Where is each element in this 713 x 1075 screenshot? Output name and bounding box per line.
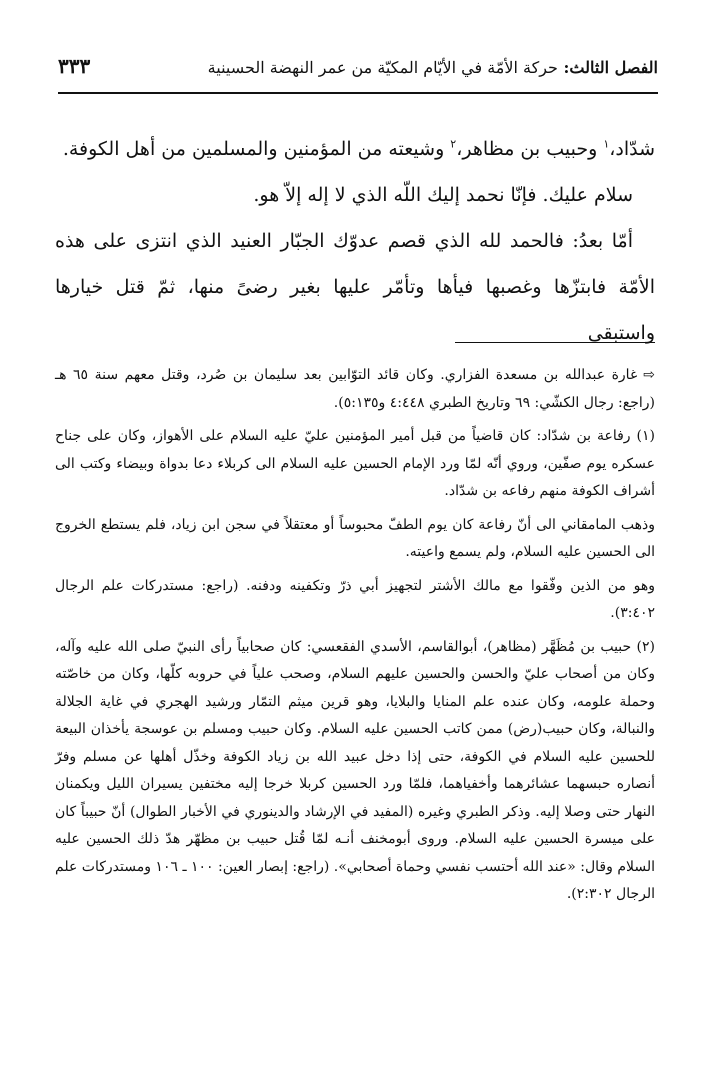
body-paragraph-1 — [55, 126, 655, 172]
footnote-continuation — [55, 362, 655, 417]
running-title — [208, 58, 658, 77]
body-paragraph-2: سلام عليك. فإنّا نحمد إليك اللّه الذي لا إله إلاّ هو. — [253, 184, 633, 206]
chapter-label: الفصل الثالث: — [563, 58, 658, 77]
footnote-marker-1[interactable]: ١ — [603, 137, 610, 151]
main-body — [55, 126, 655, 356]
page-header — [58, 40, 658, 94]
footnote-1: (١) رفاعة بن شدّاد: كان قاضياً من قبل أمير المؤمنين عليّ عليه السلام على الأهواز، وكان على جناح عسكره يوم صفّين، وروي أنّه لمّا ورد الإمام الحسين عليه السلام الى كربلاء دعا بدواة وبيضاء وكتب الى أشراف الكوفة منهم رفاعه بن شدّاد. — [55, 428, 656, 499]
continuation-arrow-icon: ⇨ — [643, 367, 655, 383]
body-text-segment: وحبيب بن مظاهر، — [456, 138, 604, 160]
body-text-segment: وشيعته من المؤمنين والمسلمين من أهل الكوفة. — [62, 138, 451, 160]
footnote-2: (٢) حبيب بن مُظَهَّر (مظاهر)، أبوالقاسم، الأسدي الفقعسي: كان صحابياً رأى النبيّ صلى الله عليه وآله، وكان من أصحاب عليّ والحسن والحسين عليهم السلام، وصحب علياً في حروبه كلّها، وكان من خاصّته وحملة علومه، وكان عنده علم المنايا والبلايا، وهو قرين ميثم التمّار ورشيد الهجري في غاية الجلالة والنبالة، وكان حبيب(رض) ممن كاتب الحسين عليه السلام. وكان حبيب ومسلم بن عوسجة يأخذان البيعة للحسين عليه السلام في الكوفة، حتى إذا دخل عبيد الله بن زياد الكوفة وخذّل أهلها عن مسلم وفرّ أنصاره حبسهما عشائرهما وأخفياهما، فلمّا ورد الحسين كربلا خرجا إليه مختفين يسيران الليل ويكمنان النهار حتى وصلا إليه. وذكر الطبري وغيره (المفيد في الإرشاد والدينوري في الأخبار الطوال) أنّ حبيباً كان على ميسرة الحسين عليه السلام. وروى أبومخنف أنـه لمّا قُتل حبيب بن مظهّر هدّ ذلك الحسين عليه السلام وقال: «عند الله أحتسب نفسي وحماة أصحابي». (راجع: إبصار العين: ١٠٠ ـ ١٠٦ ومستدركات علم الرجال ٢:٣٠٢). — [55, 638, 655, 902]
footnote-text: غارة عبدالله بن مسعدة الفزاري. وكان قائد التوّابين بعد سليمان بن صُرد، وقتل معهم سنة ٦٥ هـ — [55, 367, 638, 383]
page-number: ٣٣٣ — [58, 54, 91, 78]
footnote-marker-2[interactable]: ٢ — [450, 137, 457, 151]
footnote-1-continued: وذهب المامقاني الى أنّ رفاعة كان يوم الطفّ محبوساً أو معتقلاً في سجن ابن زياد، فلم يستطع الخروج الى الحسين عليه السلام، ولم يسمع واعيته. — [55, 516, 655, 560]
footnote-1-reference: وهو من الذين وفّقوا مع مالك الأشتر لتجهيز أبي ذرّ وتكفينه ودفنه. (راجع: مستدركات علم الرجال ٣:٤٠٢). — [55, 577, 655, 621]
body-text-segment: شدّاد، — [609, 138, 655, 160]
footnotes-section — [55, 362, 655, 915]
footnote-separator — [455, 342, 655, 343]
body-paragraph-3: أمّا بعدُ: فالحمد لله الذي قصم عدوّك الجبّار العنيد الذي انتزى على هذه الأمّة فابتزّها وغصبها فيأها وتأمّر عليها بغير رضىً منها، ثمّ قتل خيارها واستبقى — [55, 230, 655, 344]
footnote-text: (راجع: رجال الكشّي: ٦٩ وتاريخ الطبري ٤:٤٤٨ و٥:١٣٥). — [333, 394, 655, 411]
chapter-subtitle: حركة الأمّة في الأيّام المكيّة من عمر النهضة الحسينية — [207, 58, 558, 77]
